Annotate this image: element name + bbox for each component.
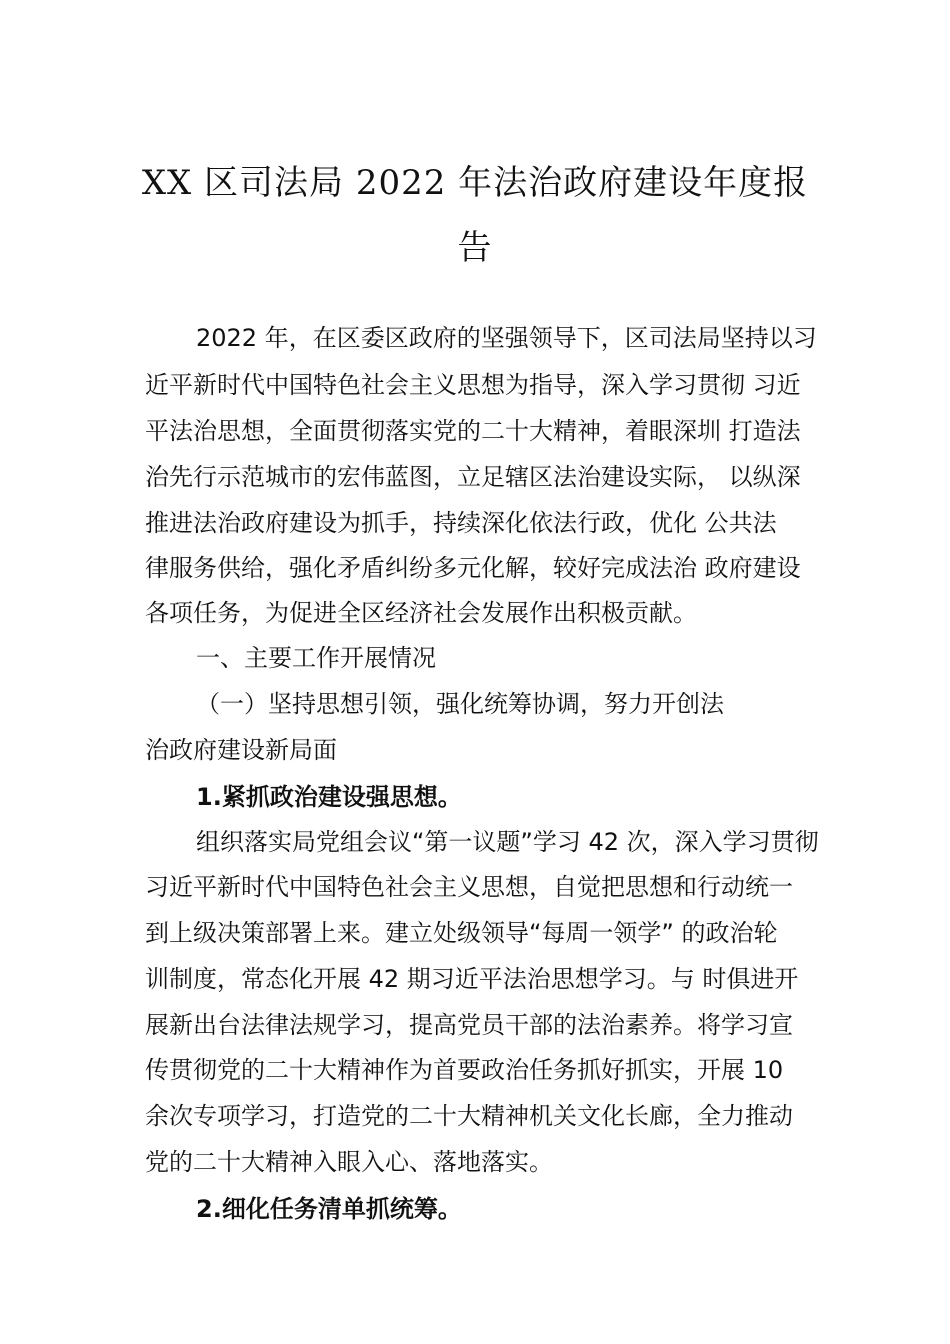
intro-line-7: 各项任务，为促进全区经济社会发展作出积极贡献。 [145,599,697,627]
item-1-line-8: 党的二十大精神入眼入心、落地落实。 [145,1148,553,1176]
item-1-line-6: 传贯彻党的二十大精神作为首要政治任务抓好抓实，开展 10 [145,1056,784,1084]
document-title-line-2: 告 [457,228,493,268]
item-1-line-3: 到上级决策部署上来。建立处级领导“每周一领学” 的政治轮 [145,919,778,947]
intro-line-2: 近平新时代中国特色社会主义思想为指导，深入学习贯彻 习近 [145,371,801,399]
intro-line-5: 推进法治政府建设为抓手，持续深化依法行政，优化 公共法 [145,509,777,537]
item-2-heading: 2.细化任务清单抓统筹。 [196,1195,462,1223]
item-1-line-7: 余次专项学习，打造党的二十大精神机关文化长廊，全力推动 [145,1102,793,1130]
item-1-line-1: 组织落实局党组会议“第一议题”学习 42 次，深入学习贯彻 [196,828,819,856]
intro-line-3: 平法治思想，全面贯彻落实党的二十大精神，着眼深圳 打造法 [145,417,801,445]
item-1-line-5: 展新出台法律法规学习，提高党员干部的法治素养。将学习宣 [145,1011,793,1039]
item-1-heading: 1.紧抓政治建设强思想。 [196,783,462,811]
item-1-line-4: 训制度，常态化开展 42 期习近平法治思想学习。与 时俱进开 [145,965,799,993]
intro-line-6: 律服务供给，强化矛盾纠纷多元化解，较好完成法治 政府建设 [145,554,801,582]
item-1-line-2: 习近平新时代中国特色社会主义思想，自觉把思想和行动统一 [145,873,793,901]
subsection-heading-line-1: （一）坚持思想引领，强化统筹协调，努力开创法 [196,690,724,718]
subsection-heading-line-2: 治政府建设新局面 [145,736,337,764]
intro-line-1: 2022 年，在区委区政府的坚强领导下，区司法局坚持以习 [196,324,817,352]
section-heading: 一、主要工作开展情况 [196,644,436,672]
document-title-line-1: XX 区司法局 2022 年法治政府建设年度报 [141,163,809,203]
intro-line-4: 治先行示范城市的宏伟蓝图，立足辖区法治建设实际， 以纵深 [145,463,801,491]
